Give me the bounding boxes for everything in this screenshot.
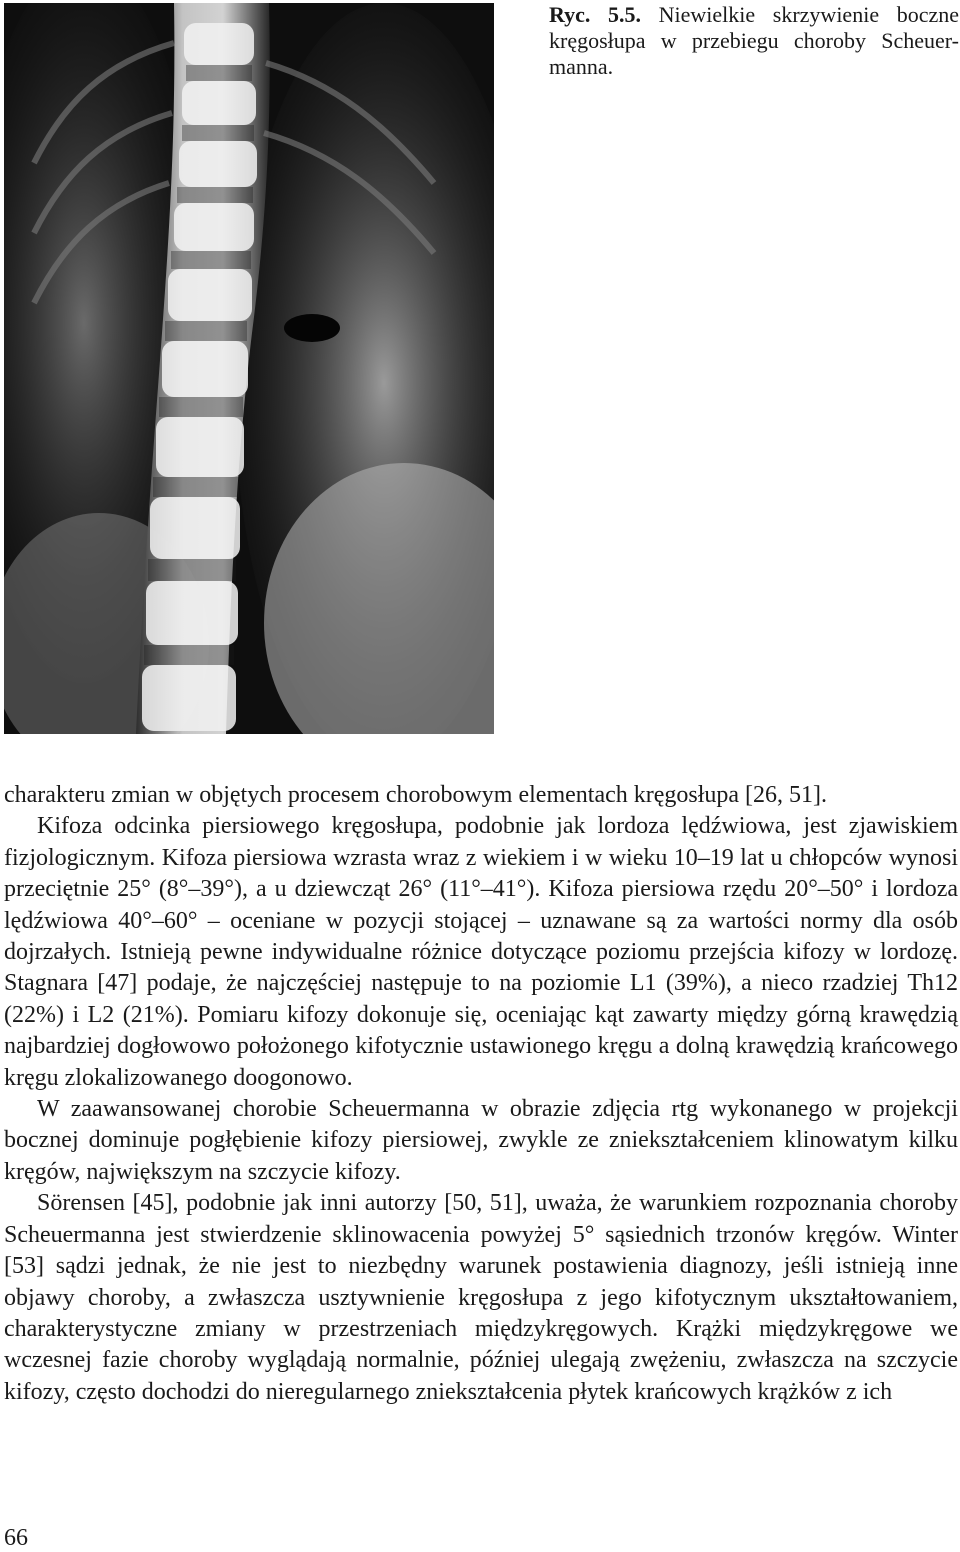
paragraph: Kifoza odcinka piersiowego kręgosłupa, podobnie jak lordoza lędźwiowa, jest zjawiskiem fizjologicznym. Kifoza piersiowa wzrasta wraz z wiekiem i w wieku 10–19 lat u chłopców wynosi przeciętnie 25° (8°–39°), a u dziewcząt 26° (11°–41°). Kifoza piersiowa rzędu 20°–50° i lordoza lędźwiowa 40°–60° – oceniane w pozycji stojącej – uznawane są za wartości normy dla osób dojrzałych. Istnieją pewne indywidualne różnice dotyczące poziomu przejścia kifozy w lordozę. Stagnara [47] podaje, że najczęściej następuje to na poziomie L1 (39%), a nieco rzadziej Th12 (22%) i L2 (21%). Pomiaru kifozy dokonuje się, oceniając kąt zawarty między górną krawędzią najbardziej dogłowowo położonego kifotycznie ustawionego kręgu a dolną krawędzią krańcowego kręgu zlokalizowanego doogonowo. <box>4 813 958 1091</box>
figure-caption <box>549 2 959 80</box>
radiograph-figure <box>4 3 494 734</box>
figure-caption-text: Niewielkie skrzywienie boczne kręgosłupa w przebiegu choroby Scheuer-manna. <box>549 2 959 79</box>
body-text <box>4 780 958 1408</box>
paragraph: W zaawansowanej chorobie Scheuermanna w obrazie zdjęcia rtg wykonanego w projekcji bocznej dominuje pogłębienie kifozy piersiowej, zwykle ze zniekształceniem klinowatym kilku kręgów, największym na szczycie kifozy. <box>4 1096 958 1185</box>
paragraph: Sörensen [45], podobnie jak inni autorzy [50, 51], uważa, że warunkiem rozpoznania choroby Scheuermanna jest stwierdzenie sklinowacenia powyżej 5° sąsiednich trzonów kręgów. Winter [53] sądzi jednak, że nie jest to niezbędny warunek postawienia diagnozy, jeśli istnieją inne objawy choroby, a zwłaszcza usztywnienie kręgosłupa z jego kifotycznym ukształtowaniem, charakterystyczne zmiany w przestrzeniach międzykręgowych. Krążki międzykręgowe we wczesnej fazie choroby wyglądają normalnie, później ulegają zwężeniu, zwłaszcza na szczycie kifozy, często dochodzi do nieregularnego zniekształcenia płytek krańcowych krążków z ich <box>4 1190 958 1405</box>
paragraph: charakteru zmian w objętych procesem chorobowym elementach kręgosłupa [26, 51]. <box>4 782 828 808</box>
figure-label: Ryc. 5.5. <box>549 2 642 27</box>
page-number: 66 <box>4 1525 28 1551</box>
